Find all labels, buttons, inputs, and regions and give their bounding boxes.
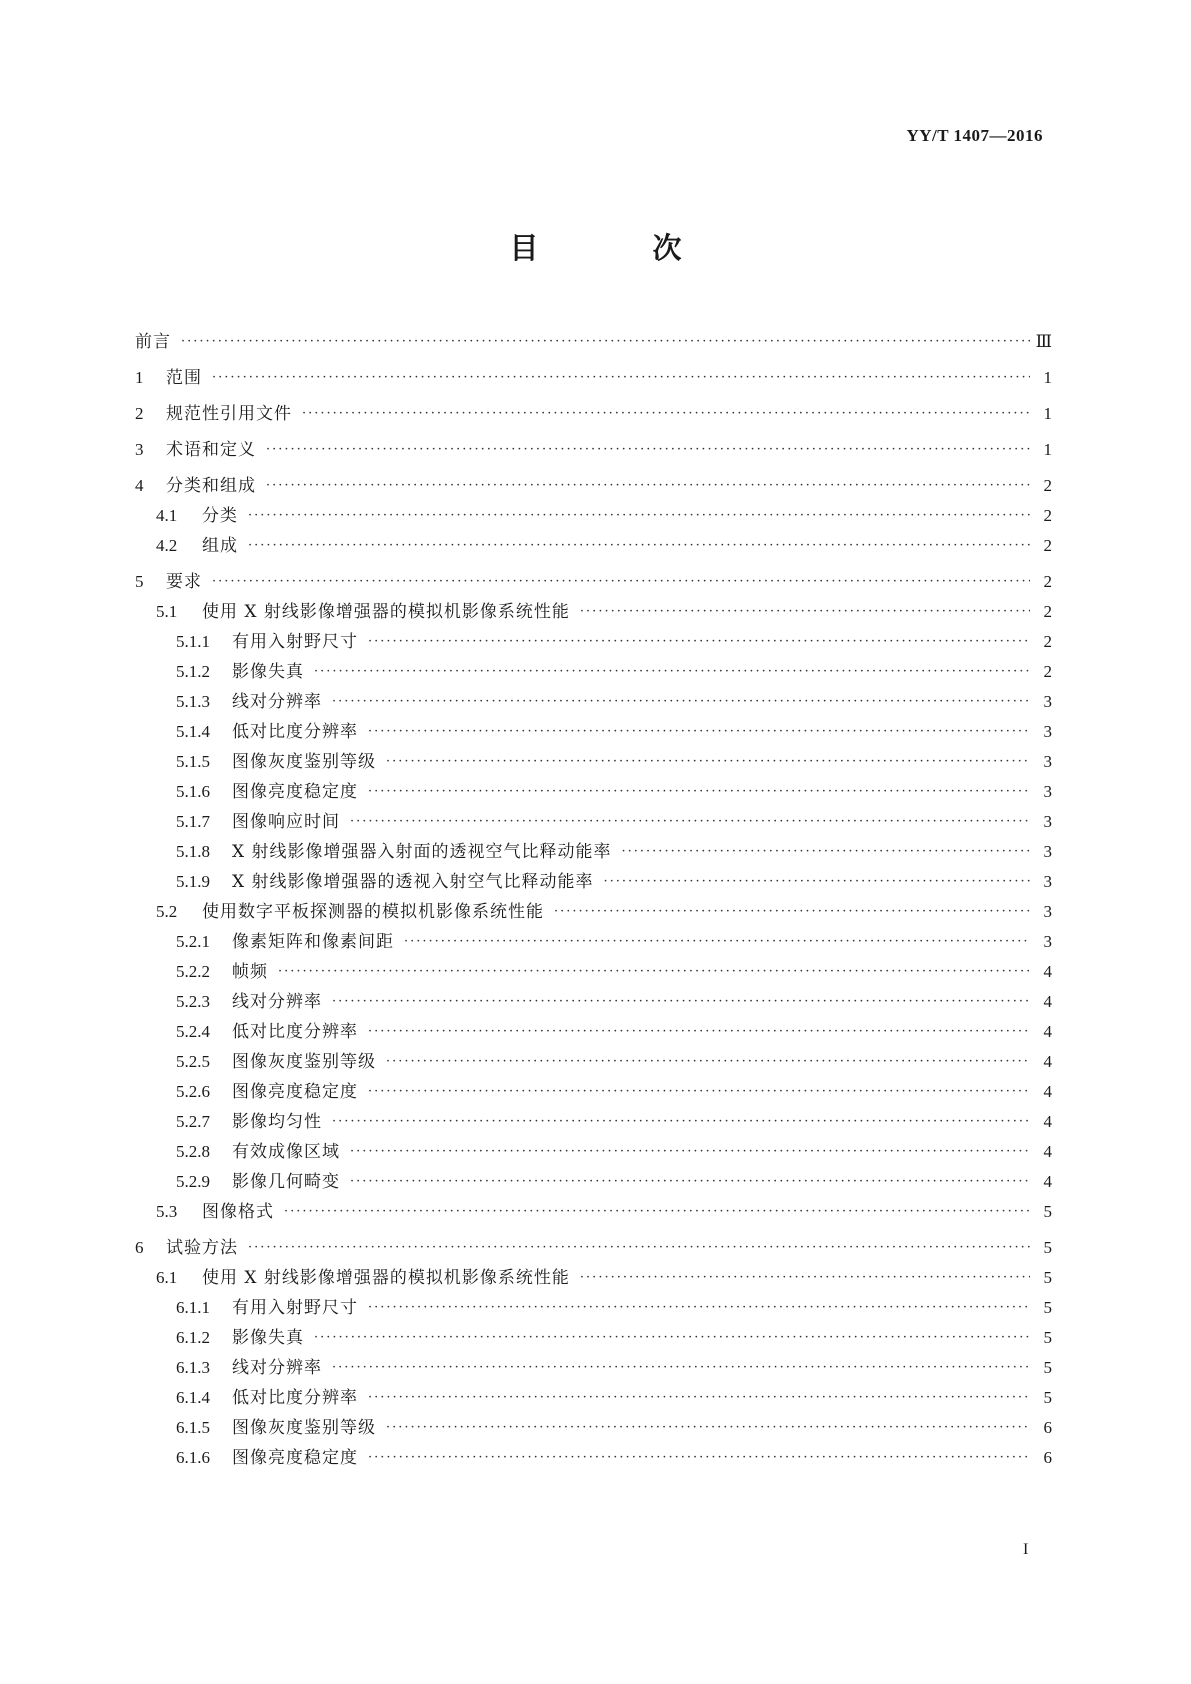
toc-entry-number: 5.1.6 (176, 782, 210, 801)
toc-entry[interactable] (135, 862, 1052, 892)
toc-leader-dots (368, 1388, 1030, 1408)
toc-entry[interactable] (135, 1132, 1052, 1162)
toc-entry-page: 3 (1043, 782, 1052, 801)
toc-entry[interactable] (135, 430, 1052, 460)
toc-leader-dots (212, 368, 1030, 388)
toc-entry-number: 4.2 (156, 536, 178, 555)
toc-entry-page: 4 (1043, 1112, 1052, 1131)
toc-entry[interactable] (135, 1258, 1052, 1288)
toc-entry-page: 5 (1043, 1328, 1052, 1347)
toc-leader-dots (248, 536, 1030, 556)
toc-entry-page: 2 (1043, 506, 1052, 525)
toc-entry-number: 5.1.7 (176, 812, 210, 831)
toc-leader-dots (386, 752, 1030, 772)
toc-entry-number: 5.1 (156, 602, 178, 621)
toc-entry-number: 5.2.2 (176, 962, 210, 981)
toc-entry-label: 线对分辨率 (232, 692, 322, 712)
toc-entry-label: 使用 X 射线影像增强器的模拟机影像系统性能 (202, 602, 570, 622)
toc-entry[interactable] (135, 394, 1052, 424)
toc-leader-dots (368, 722, 1030, 742)
table-of-contents (135, 322, 1052, 1468)
toc-entry-label: 图像格式 (202, 1202, 274, 1222)
toc-leader-dots (368, 1022, 1030, 1042)
toc-entry-label: 有用入射野尺寸 (232, 1298, 358, 1318)
toc-entry-page: 4 (1043, 1172, 1052, 1191)
toc-entry-page: 4 (1043, 1082, 1052, 1101)
toc-entry-page: 3 (1043, 692, 1052, 711)
toc-entry-label: 低对比度分辨率 (232, 722, 358, 742)
toc-entry-label: 图像亮度稳定度 (232, 1448, 358, 1468)
toc-entry-number: 5.2.3 (176, 992, 210, 1011)
toc-entry[interactable] (135, 712, 1052, 742)
toc-entry-page: 4 (1043, 962, 1052, 981)
toc-leader-dots (248, 1238, 1030, 1258)
toc-entry-page: 6 (1043, 1418, 1052, 1437)
toc-entry-number: 5.2.5 (176, 1052, 210, 1071)
toc-leader-dots (278, 962, 1030, 982)
standard-code: YY/T 1407—2016 (906, 126, 1043, 145)
toc-entry-label: 图像响应时间 (232, 812, 340, 832)
toc-entry[interactable] (135, 1318, 1052, 1348)
toc-leader-dots (314, 1328, 1030, 1348)
toc-entry-number: 5 (135, 572, 144, 591)
toc-entry-number: 5.2.6 (176, 1082, 210, 1101)
toc-leader-dots (314, 662, 1030, 682)
toc-leader-dots (604, 872, 1030, 892)
toc-entry-label: 像素矩阵和像素间距 (232, 932, 394, 952)
toc-entry-label: 有效成像区域 (232, 1142, 340, 1162)
toc-leader-dots (368, 1298, 1030, 1318)
toc-entry-label: 有用入射野尺寸 (232, 632, 358, 652)
toc-leader-dots (266, 476, 1030, 496)
toc-entry-label: 线对分辨率 (232, 1358, 322, 1378)
toc-entry[interactable] (135, 322, 1052, 352)
toc-entry[interactable] (135, 1192, 1052, 1222)
toc-entry-label: 图像灰度鉴别等级 (232, 752, 376, 772)
toc-entry-page: 3 (1043, 932, 1052, 951)
toc-entry-page: 3 (1043, 722, 1052, 741)
toc-entry-page: 5 (1043, 1388, 1052, 1407)
toc-leader-dots (266, 440, 1030, 460)
toc-entry[interactable] (135, 952, 1052, 982)
toc-entry-label: 分类 (202, 506, 238, 526)
toc-entry-page: 4 (1043, 992, 1052, 1011)
toc-entry[interactable] (135, 1408, 1052, 1438)
toc-entry[interactable] (135, 1228, 1052, 1258)
toc-entry-label: 影像几何畸变 (232, 1172, 340, 1192)
toc-leader-dots (212, 572, 1030, 592)
toc-entry[interactable] (135, 622, 1052, 652)
toc-entry-page: 2 (1043, 572, 1052, 591)
toc-entry[interactable] (135, 1102, 1052, 1132)
toc-entry-label: 影像均匀性 (232, 1112, 322, 1132)
toc-entry[interactable] (135, 358, 1052, 388)
toc-entry-page: 6 (1043, 1448, 1052, 1467)
toc-title: 目 次 (509, 231, 734, 265)
toc-entry-number: 5.1.9 (176, 872, 210, 891)
toc-leader-dots (368, 782, 1030, 802)
toc-entry-number: 5.1.4 (176, 722, 210, 741)
toc-leader-dots (580, 1268, 1030, 1288)
toc-entry[interactable] (135, 526, 1052, 556)
toc-entry-page: 2 (1043, 662, 1052, 681)
toc-entry-page: 4 (1043, 1142, 1052, 1161)
toc-entry[interactable] (135, 1378, 1052, 1408)
toc-entry-number: 5.2.9 (176, 1172, 210, 1191)
toc-entry-number: 5.1.5 (176, 752, 210, 771)
toc-entry-number: 5.3 (156, 1202, 178, 1221)
toc-entry[interactable] (135, 742, 1052, 772)
toc-entry-page: 1 (1043, 440, 1052, 459)
toc-entry-number: 3 (135, 440, 144, 459)
toc-leader-dots (350, 1142, 1030, 1162)
toc-entry[interactable] (135, 1072, 1052, 1102)
toc-entry-page: 5 (1043, 1268, 1052, 1287)
toc-entry-page: 2 (1043, 602, 1052, 621)
toc-entry-number: 6.1.4 (176, 1388, 210, 1407)
toc-leader-dots (350, 812, 1030, 832)
toc-entry[interactable] (135, 466, 1052, 496)
toc-entry-page: 5 (1043, 1298, 1052, 1317)
toc-leader-dots (284, 1202, 1030, 1222)
toc-leader-dots (386, 1052, 1030, 1072)
toc-entry-number: 6.1.3 (176, 1358, 210, 1377)
toc-entry-page: 3 (1043, 752, 1052, 771)
toc-entry-label: 图像灰度鉴别等级 (232, 1052, 376, 1072)
toc-entry-label: 帧频 (232, 962, 268, 982)
toc-leader-dots (181, 332, 1030, 352)
toc-entry-label: 术语和定义 (166, 440, 256, 460)
toc-entry-page: 5 (1043, 1238, 1052, 1257)
toc-entry-number: 4 (135, 476, 144, 495)
toc-entry-number: 6.1 (156, 1268, 178, 1287)
toc-entry-label: 线对分辨率 (232, 992, 322, 1012)
toc-entry[interactable] (135, 562, 1052, 592)
toc-entry-label: 使用 X 射线影像增强器的模拟机影像系统性能 (202, 1268, 570, 1288)
toc-entry-page: 2 (1043, 536, 1052, 555)
toc-entry[interactable] (135, 496, 1052, 526)
toc-leader-dots (622, 842, 1030, 862)
toc-entry-label: X 射线影像增强器入射面的透视空气比释动能率 (232, 842, 612, 862)
toc-entry-number: 6.1.1 (176, 1298, 210, 1317)
toc-entry-label: 分类和组成 (166, 476, 256, 496)
toc-leader-dots (368, 632, 1030, 652)
toc-entry-number: 6.1.5 (176, 1418, 210, 1437)
toc-entry[interactable] (135, 652, 1052, 682)
toc-entry[interactable] (135, 1288, 1052, 1318)
toc-entry-number: 5.2.1 (176, 932, 210, 951)
toc-entry-page: 4 (1043, 1022, 1052, 1041)
toc-leader-dots (386, 1418, 1030, 1438)
toc-entry-page: Ⅲ (1035, 332, 1052, 351)
toc-entry-page: 5 (1043, 1202, 1052, 1221)
toc-entry-page: 3 (1043, 812, 1052, 831)
toc-entry[interactable] (135, 592, 1052, 622)
toc-leader-dots (332, 692, 1030, 712)
toc-entry-number: 5.1.2 (176, 662, 210, 681)
toc-entry-label: 使用数字平板探测器的模拟机影像系统性能 (202, 902, 544, 922)
toc-entry-page: 1 (1043, 368, 1052, 387)
toc-entry-number: 1 (135, 368, 144, 387)
toc-entry-number: 5.1.8 (176, 842, 210, 861)
toc-leader-dots (350, 1172, 1030, 1192)
toc-entry[interactable] (135, 1348, 1052, 1378)
toc-entry-page: 3 (1043, 842, 1052, 861)
toc-entry-number: 5.2.8 (176, 1142, 210, 1161)
toc-leader-dots (368, 1448, 1030, 1468)
toc-entry-number: 5.1.1 (176, 632, 210, 651)
toc-entry-page: 2 (1043, 476, 1052, 495)
toc-entry-number: 6.1.2 (176, 1328, 210, 1347)
toc-entry[interactable] (135, 922, 1052, 952)
toc-leader-dots (404, 932, 1030, 952)
toc-entry-label: 试验方法 (166, 1238, 238, 1258)
toc-entry-page: 2 (1043, 632, 1052, 651)
page-number: I (1023, 1541, 1029, 1558)
toc-entry[interactable] (135, 772, 1052, 802)
toc-entry[interactable] (135, 1438, 1052, 1468)
toc-entry-label: 低对比度分辨率 (232, 1388, 358, 1408)
toc-entry-page: 3 (1043, 902, 1052, 921)
toc-entry[interactable] (135, 682, 1052, 712)
toc-entry-number: 5.2.4 (176, 1022, 210, 1041)
toc-entry-page: 4 (1043, 1052, 1052, 1071)
toc-entry-page: 5 (1043, 1358, 1052, 1377)
toc-entry[interactable] (135, 802, 1052, 832)
toc-entry-number: 5.2 (156, 902, 178, 921)
toc-entry[interactable] (135, 832, 1052, 862)
toc-entry-label: 前言 (135, 332, 171, 352)
toc-entry-label: 规范性引用文件 (166, 404, 292, 424)
toc-entry-label: 范围 (166, 368, 202, 388)
toc-leader-dots (554, 902, 1030, 922)
toc-entry-label: 组成 (202, 536, 238, 556)
toc-entry-label: 图像灰度鉴别等级 (232, 1418, 376, 1438)
toc-entry-page: 1 (1043, 404, 1052, 423)
toc-entry-label: 低对比度分辨率 (232, 1022, 358, 1042)
toc-entry[interactable] (135, 1042, 1052, 1072)
toc-entry[interactable] (135, 1012, 1052, 1042)
toc-entry-label: 影像失真 (232, 662, 304, 682)
toc-entry-label: 影像失真 (232, 1328, 304, 1348)
toc-entry-number: 5.2.7 (176, 1112, 210, 1131)
toc-entry-number: 4.1 (156, 506, 178, 525)
toc-leader-dots (332, 992, 1030, 1012)
toc-leader-dots (302, 404, 1030, 424)
toc-entry-number: 6.1.6 (176, 1448, 210, 1467)
toc-entry-label: 要求 (166, 572, 202, 592)
toc-entry[interactable] (135, 1162, 1052, 1192)
toc-entry-number: 2 (135, 404, 144, 423)
toc-entry[interactable] (135, 982, 1052, 1012)
toc-leader-dots (248, 506, 1030, 526)
toc-entry[interactable] (135, 892, 1052, 922)
toc-entry-number: 6 (135, 1238, 144, 1257)
toc-leader-dots (332, 1358, 1030, 1378)
toc-entry-number: 5.1.3 (176, 692, 210, 711)
toc-leader-dots (580, 602, 1030, 622)
toc-leader-dots (368, 1082, 1030, 1102)
toc-leader-dots (332, 1112, 1030, 1132)
toc-entry-label: X 射线影像增强器的透视入射空气比释动能率 (232, 872, 594, 892)
toc-entry-label: 图像亮度稳定度 (232, 1082, 358, 1102)
toc-entry-page: 3 (1043, 872, 1052, 891)
toc-entry-label: 图像亮度稳定度 (232, 782, 358, 802)
